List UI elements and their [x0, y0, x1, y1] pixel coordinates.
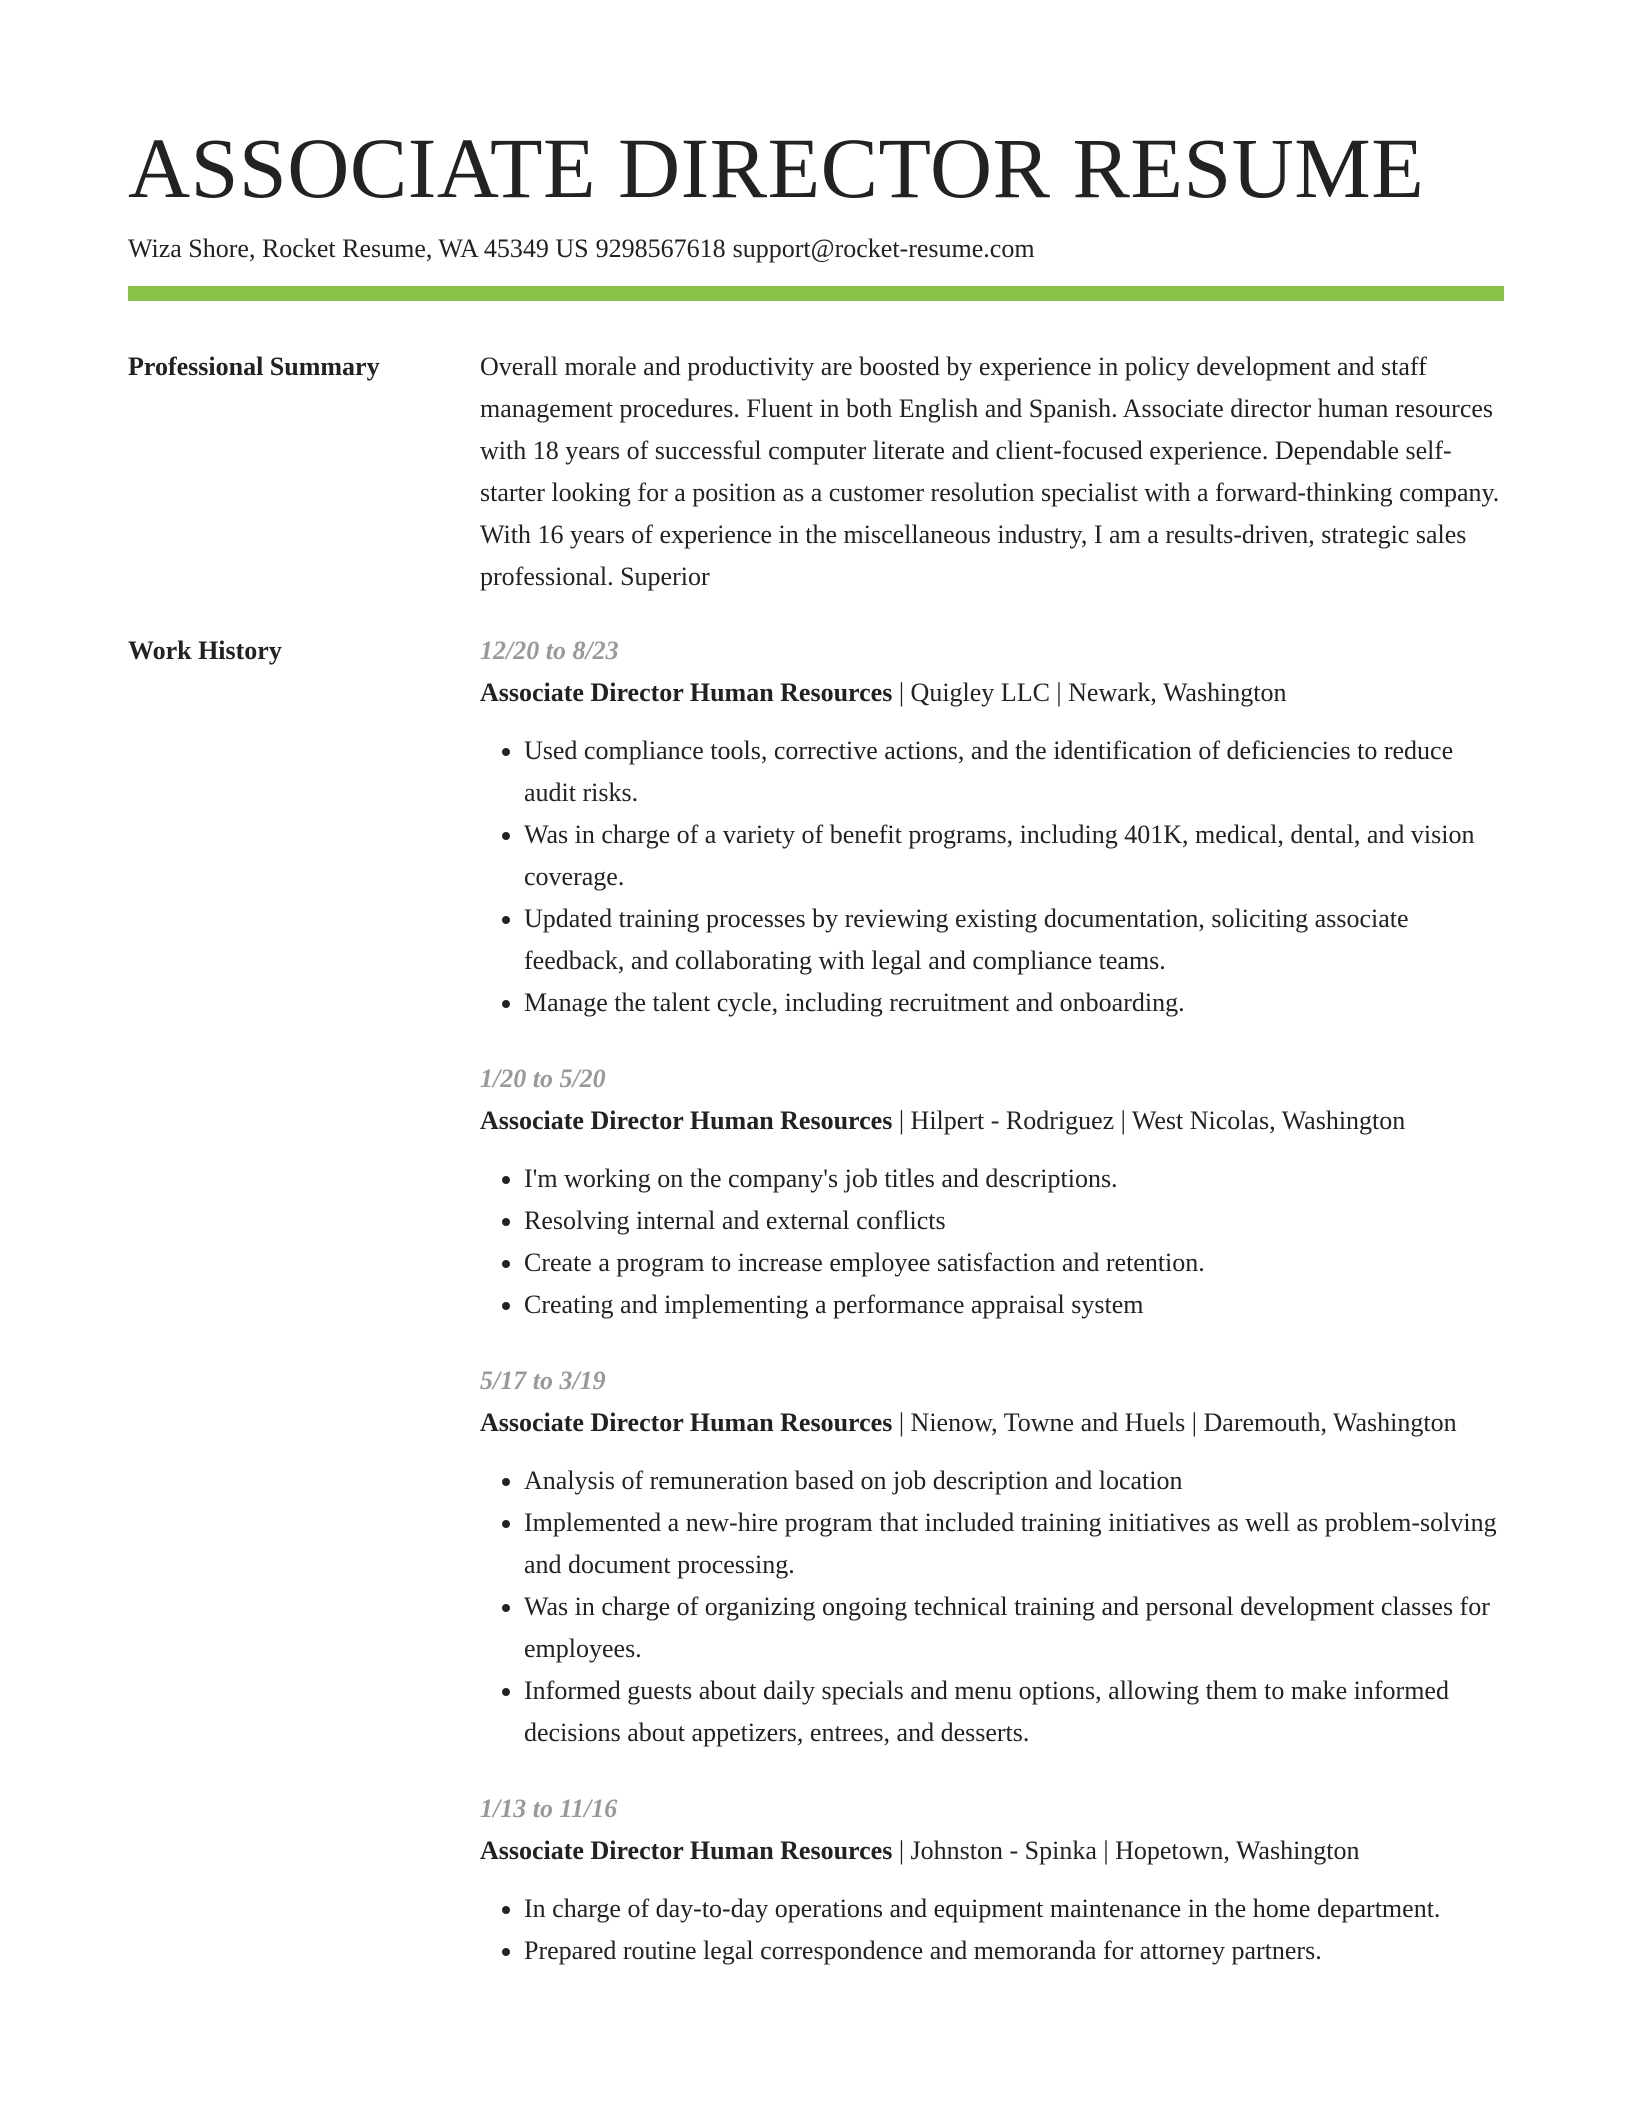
job-entry [480, 1058, 1504, 1326]
job-heading [480, 672, 1504, 714]
summary-body [480, 346, 1504, 598]
job-location: Newark, Washington [1068, 678, 1287, 707]
job-bullet: • Creating and implementing a performance appraisal system [524, 1284, 1504, 1326]
job-separator: | [1056, 678, 1062, 707]
job-bullet-list [480, 1460, 1504, 1754]
job-bullet: • In charge of day-to-day operations and equipment maintenance in the home department. [524, 1888, 1504, 1930]
job-heading [480, 1830, 1504, 1872]
job-location: Hopetown, Washington [1115, 1836, 1360, 1865]
job-bullet: • Resolving internal and external conflicts [524, 1200, 1504, 1242]
job-separator: | [898, 1836, 905, 1865]
job-separator: | [898, 1408, 905, 1437]
contact-email: support@rocket-resume.com [732, 234, 1035, 263]
job-heading [480, 1402, 1504, 1444]
job-bullet: • Prepared routine legal correspondence and memoranda for attorney partners. [524, 1930, 1504, 1972]
job-company: Johnston - Spinka [910, 1836, 1097, 1865]
job-location: West Nicolas, Washington [1131, 1106, 1406, 1135]
job-bullet: • Used compliance tools, corrective actions, and the identification of deficiencies to reduce audit risks. [524, 730, 1504, 814]
job-bullet: • Implemented a new-hire program that included training initiatives as well as problem-solving and document processing. [524, 1502, 1504, 1586]
summary-text: Overall morale and productivity are boosted by experience in policy development and staff management procedures. Fluent in both English and Spanish. Associate director human resources with 18 years of successful computer literate and client-focused experience. Dependable self-starter looking for a position as a customer resolution specialist with a forward-thinking company. With 16 years of experience in the miscellaneous industry, I am a results-driven, strategic sales professional. Superior [480, 352, 1500, 591]
job-entry [480, 1360, 1504, 1754]
accent-divider [128, 286, 1504, 301]
job-location: Daremouth, Washington [1203, 1408, 1457, 1437]
section-heading-work-history: Work History [128, 636, 282, 665]
job-company: Nienow, Towne and Huels [910, 1408, 1186, 1437]
job-bullet-list [480, 1158, 1504, 1326]
job-heading [480, 1100, 1504, 1142]
job-bullet: • Analysis of remuneration based on job description and location [524, 1460, 1504, 1502]
job-separator: | [898, 678, 905, 707]
job-dates: 12/20 to 8/23 [480, 636, 619, 665]
job-company: Hilpert - Rodriguez [910, 1106, 1115, 1135]
job-bullet-list [480, 730, 1504, 1024]
job-bullet: • Informed guests about daily specials and menu options, allowing them to make informed decisions about appetizers, entrees, and desserts. [524, 1670, 1504, 1754]
job-entry [480, 1788, 1504, 1972]
job-bullet: • Create a program to increase employee satisfaction and retention. [524, 1242, 1504, 1284]
work-history-list [480, 630, 1504, 2006]
job-bullet: • Was in charge of a variety of benefit programs, including 401K, medical, dental, and vision coverage. [524, 814, 1504, 898]
job-title: Associate Director Human Resources [480, 1408, 893, 1437]
job-bullet: • Was in charge of organizing ongoing technical training and personal development classes for employees. [524, 1586, 1504, 1670]
job-company: Quigley LLC [910, 678, 1050, 707]
job-separator: | [898, 1106, 905, 1135]
job-separator: | [1120, 1106, 1126, 1135]
job-bullet: • Manage the talent cycle, including recruitment and onboarding. [524, 982, 1504, 1024]
job-bullet-list [480, 1888, 1504, 1972]
job-bullet: • I'm working on the company's job titles and descriptions. [524, 1158, 1504, 1200]
contact-phone: 9298567618 [595, 234, 726, 263]
job-separator: | [1103, 1836, 1109, 1865]
job-title: Associate Director Human Resources [480, 1836, 893, 1865]
job-separator: | [1191, 1408, 1198, 1437]
section-heading-summary: Professional Summary [128, 352, 380, 381]
job-title: Associate Director Human Resources [480, 678, 893, 707]
job-dates: 5/17 to 3/19 [480, 1366, 606, 1395]
contact-address: Wiza Shore, Rocket Resume, WA 45349 US [128, 234, 589, 263]
contact-line [128, 232, 1035, 266]
job-title: Associate Director Human Resources [480, 1106, 893, 1135]
job-dates: 1/13 to 11/16 [480, 1794, 618, 1823]
resume-title: ASSOCIATE DIRECTOR RESUME [128, 120, 1425, 216]
job-bullet: • Updated training processes by reviewing existing documentation, soliciting associate feedback, and collaborating with legal and compliance teams. [524, 898, 1504, 982]
job-entry [480, 630, 1504, 1024]
job-dates: 1/20 to 5/20 [480, 1064, 606, 1093]
